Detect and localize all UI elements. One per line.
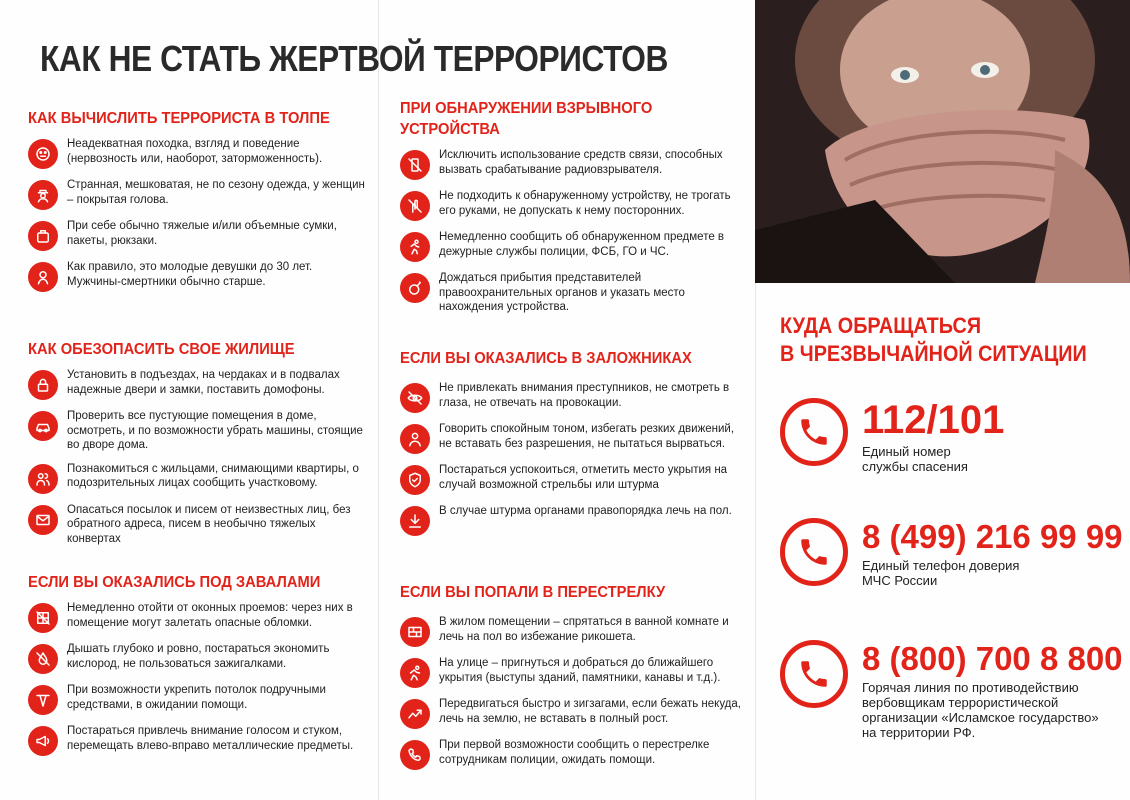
photo-illustration — [755, 0, 1130, 283]
hero-photo — [755, 0, 1130, 283]
face-icon — [28, 139, 58, 169]
list-item — [400, 615, 745, 647]
item-text: Не подходить к обнаруженному устройству, не трогать его руками, не допускать к нему посторонних. — [439, 190, 731, 217]
contact-description — [862, 558, 1123, 588]
item-text: Исключить использование средств связи, способных вызвать срабатывание радиовзрывателя. — [439, 149, 723, 176]
item-text: При себе обычно тяжелые и/или объемные сумки, пакеты, рюкзаки. — [67, 220, 337, 247]
list-item — [400, 381, 745, 413]
contacts-title — [780, 312, 1087, 368]
item-text: Как правило, это молодые девушки до 30 лет. Мужчины-смертники обычно старше. — [67, 261, 313, 288]
item-text: Дышать глубоко и ровно, постараться экономить кислород, не пользоваться зажигалками. — [67, 643, 330, 670]
section-crowd — [28, 108, 368, 301]
megaphone-icon — [28, 726, 58, 756]
phone-icon — [780, 398, 848, 466]
person-icon — [400, 424, 430, 454]
contact-desc-line: службы спасения — [862, 459, 968, 474]
section-title: КАК ВЫЧИСЛИТЬ ТЕРРОРИСТА В ТОЛПЕ — [28, 110, 330, 127]
list-item — [400, 738, 745, 770]
woman-icon — [28, 262, 58, 292]
item-text: Немедленно отойти от оконных проемов: через них в помещение могут залетать опасные обломки. — [67, 602, 353, 629]
phone-icon — [400, 740, 430, 770]
item-text: При возможности укрепить потолок подручными средствами, в ожидании помощи. — [67, 684, 326, 711]
person-hat-icon — [28, 180, 58, 210]
list-item — [28, 178, 368, 210]
list-item — [28, 724, 368, 756]
list-item — [28, 462, 368, 494]
contact-desc-line: Единый номер — [862, 444, 951, 459]
list-item — [400, 271, 745, 315]
contact-number[interactable]: 8 (499) 216 99 99 — [862, 518, 1123, 555]
item-text: В случае штурма органами правопорядка лечь на пол. — [439, 505, 732, 517]
list-item — [28, 219, 368, 251]
bag-icon — [28, 221, 58, 251]
item-text: Не привлекать внимания преступников, не смотреть в глаза, не отвечать на провокации. — [439, 382, 730, 409]
contact-number[interactable]: 112/101 — [862, 398, 1005, 442]
brick-icon — [400, 617, 430, 647]
item-text: Передвигаться быстро и зигзагами, если бежать некуда, лечь на землю, не вставать в полный рост. — [439, 698, 741, 725]
list-item — [28, 683, 368, 715]
contacts-title-line: В ЧРЕЗВЫЧАЙНОЙ СИТУАЦИИ — [780, 341, 1087, 366]
no-phone-icon — [400, 150, 430, 180]
running-icon — [400, 232, 430, 262]
list-item — [400, 148, 745, 180]
list-item — [28, 601, 368, 633]
window-icon — [28, 603, 58, 633]
car-icon — [28, 411, 58, 441]
contact-description — [862, 444, 1004, 474]
contact-number[interactable]: 8 (800) 700 8 800 — [862, 640, 1123, 677]
section-title: ПРИ ОБНАРУЖЕНИИ ВЗРЫВНОГО — [400, 100, 653, 117]
contact-desc-line: Единый телефон доверия — [862, 558, 1020, 573]
support-icon — [28, 685, 58, 715]
item-text: Опасаться посылок и писем от неизвестных лиц, без обратного адреса, писем в необычно тяжелых конвертах — [67, 503, 351, 545]
shield-icon — [400, 465, 430, 495]
section-shootout — [400, 582, 745, 779]
section-title: ЕСЛИ ВЫ ПОПАЛИ В ПЕРЕСТРЕЛКУ — [400, 584, 666, 601]
item-text: Немедленно сообщить об обнаруженном предмете в дежурные службы полиции, ФСБ, ГО и ЧС. — [439, 231, 725, 258]
no-fire-icon — [28, 644, 58, 674]
lock-icon — [28, 370, 58, 400]
item-text: Дождаться прибытия представителей правоохранительных органов и указать место нахождения устройства. — [439, 272, 685, 313]
contact-desc-line: Горячая линия по противодействию — [862, 680, 1079, 695]
section-title: ЕСЛИ ВЫ ОКАЗАЛИСЬ ПОД ЗАВАЛАМИ — [28, 574, 321, 591]
section-home — [28, 339, 368, 555]
list-item — [28, 260, 368, 292]
phone-icon — [780, 640, 848, 708]
section-title: КАК ОБЕЗОПАСИТЬ СВОЕ ЖИЛИЩЕ — [28, 341, 295, 358]
contact-description — [862, 680, 1123, 740]
no-touch-icon — [400, 191, 430, 221]
list-item — [400, 189, 745, 221]
phone-icon — [780, 518, 848, 586]
item-text: Проверить все пустующие помещения в доме, осмотреть, и по возможности убрать машины, стоящие во дворе дома. — [67, 410, 363, 451]
down-icon — [400, 506, 430, 536]
item-text: Странная, мешковатая, не по сезону одежда, у женщин – покрытая голова. — [67, 179, 365, 206]
contact-desc-line: организации «Исламское государство» — [862, 710, 1099, 725]
envelope-icon — [28, 505, 58, 535]
page-title: КАК НЕ СТАТЬ ЖЕРТВОЙ ТЕРРОРИСТОВ — [40, 38, 668, 79]
contacts-title-line: КУДА ОБРАЩАТЬСЯ — [780, 313, 982, 338]
item-text: Установить в подъездах, на чердаках и в подвалах надежные двери и замки, поставить домофоны. — [67, 369, 340, 396]
no-eye-icon — [400, 383, 430, 413]
run-icon — [400, 658, 430, 688]
item-text: На улице – пригнуться и добраться до ближайшего укрытия (выступы зданий, памятники, канавы и т.д.). — [439, 657, 721, 684]
section-hostage — [400, 348, 745, 545]
list-item — [400, 230, 745, 262]
list-item — [28, 503, 368, 547]
people-icon — [28, 464, 58, 494]
zigzag-icon — [400, 699, 430, 729]
list-item — [28, 409, 368, 453]
item-text: Постараться привлечь внимание голосом и стуком, перемещать влево-вправо металлические предметы. — [67, 725, 354, 752]
list-item — [400, 504, 745, 536]
item-text: Неадекватная походка, взгляд и поведение (нервозность или, наоборот, заторможенность). — [67, 138, 323, 165]
item-text: Постараться успокоиться, отметить место укрытия на случай возможной стрельбы или штурма — [439, 464, 728, 491]
item-text: При первой возможности сообщить о перестрелке сотрудникам полиции, ожидать помощи. — [439, 739, 710, 766]
section-explosive — [400, 98, 745, 324]
list-item — [28, 137, 368, 169]
list-item — [400, 463, 745, 495]
item-text: Говорить спокойным тоном, избегать резких движений, не вставать без разрешения, не пытаться вырваться. — [439, 423, 735, 450]
section-title: ЕСЛИ ВЫ ОКАЗАЛИСЬ В ЗАЛОЖНИКАХ — [400, 350, 692, 367]
section-rubble — [28, 572, 368, 765]
item-text: В жилом помещении – спрятаться в ванной комнате и лечь на пол во избежание рикошета. — [439, 616, 729, 643]
contact-desc-line: вербовщикам террористической — [862, 695, 1059, 710]
section-title-continued: УСТРОЙСТВА — [400, 121, 500, 138]
list-item — [400, 697, 745, 729]
contact-hotline — [780, 640, 1123, 740]
bomb-icon — [400, 273, 430, 303]
contact-mchs — [780, 518, 1123, 588]
list-item — [400, 422, 745, 454]
list-item — [28, 642, 368, 674]
contact-desc-line: МЧС России — [862, 573, 938, 588]
item-text: Познакомиться с жильцами, снимающими квартиры, о подозрительных лицах сообщить участковому. — [67, 462, 359, 489]
list-item — [400, 656, 745, 688]
contact-desc-line: на территории РФ. — [862, 725, 976, 740]
list-item — [28, 368, 368, 400]
contact-rescue — [780, 398, 1004, 474]
